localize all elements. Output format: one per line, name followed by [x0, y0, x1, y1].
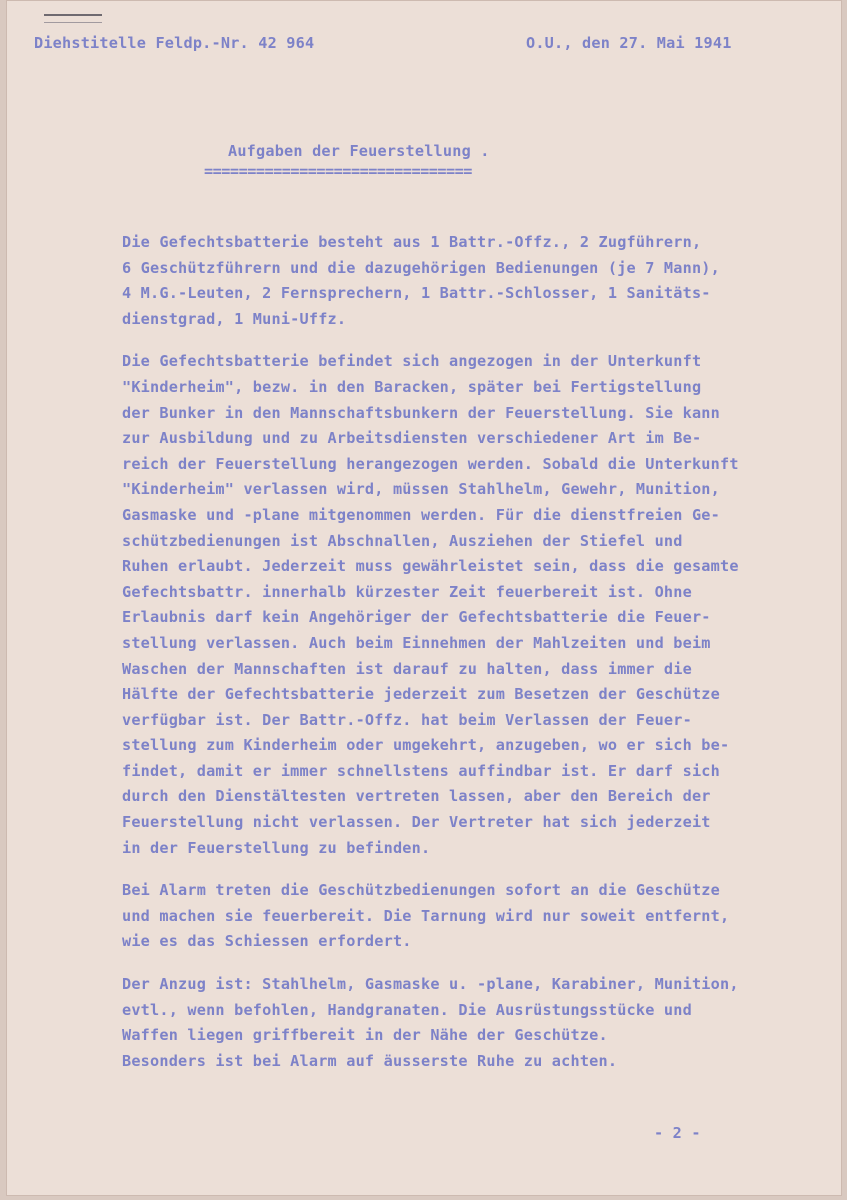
text-line: Ruhen erlaubt. Jederzeit muss gewährleistet sein, dass die gesamte [122, 557, 739, 576]
text-line: 4 M.G.-Leuten, 2 Fernsprechern, 1 Battr.-Schlosser, 1 Sanitäts- [122, 284, 711, 303]
paragraph [122, 878, 822, 955]
text-line: wie es das Schiessen erfordert. [122, 932, 412, 951]
place-date: O.U., den 27. Mai 1941 [526, 34, 732, 52]
text-line: und machen sie feuerbereit. Die Tarnung wird nur soweit entfernt, [122, 906, 730, 925]
text-line: durch den Dienstältesten vertreten lassen, aber den Bereich der [122, 787, 711, 806]
text-line: Erlaubnis darf kein Angehöriger der Gefechtsbatterie die Feuer- [122, 608, 711, 627]
paragraph [122, 972, 822, 1074]
paragraph [122, 230, 822, 332]
office-header: Diehstitelle Feldp.-Nr. 42 964 [34, 34, 315, 52]
text-line: zur Ausbildung und zu Arbeitsdiensten verschiedener Art im Be- [122, 429, 702, 448]
text-line: "Kinderheim", bezw. in den Baracken, später bei Fertigstellung [122, 377, 702, 396]
text-line: der Bunker in den Mannschaftsbunkern der Feuerstellung. Sie kann [122, 403, 720, 422]
paragraph [122, 349, 822, 861]
text-line: Bei Alarm treten die Geschützbedienungen sofort an die Geschütze [122, 881, 720, 900]
text-line: findet, damit er immer schnellstens auffindbar ist. Er darf sich [122, 761, 720, 780]
text-line: Waffen liegen griffbereit in der Nähe der Geschütze. [122, 1026, 608, 1045]
text-line: Der Anzug ist: Stahlhelm, Gasmaske u. -plane, Karabiner, Munition, [122, 975, 739, 994]
text-line: 6 Geschützführern und die dazugehörigen Bedienungen (je 7 Mann), [122, 258, 720, 277]
page-number: - 2 - [654, 1124, 701, 1142]
text-line: Besonders ist bei Alarm auf äusserste Ruhe zu achten. [122, 1051, 618, 1070]
text-line: Gasmaske und -plane mitgenommen werden. Für die dienstfreien Ge- [122, 505, 720, 524]
text-line: Gefechtsbattr. innerhalb kürzester Zeit feuerbereit ist. Ohne [122, 582, 692, 601]
text-line: Waschen der Mannschaften ist darauf zu halten, dass immer die [122, 659, 692, 678]
text-line: Feuerstellung nicht verlassen. Der Vertreter hat sich jederzeit [122, 813, 711, 832]
body-text [122, 230, 822, 1091]
text-line: verfügbar ist. Der Battr.-Offz. hat beim Verlassen der Feuer- [122, 710, 692, 729]
text-line: dienstgrad, 1 Muni-Uffz. [122, 309, 347, 328]
document-page [6, 0, 842, 1196]
text-line: stellung zum Kinderheim oder umgekehrt, anzugeben, wo er sich be- [122, 736, 730, 755]
text-line: schützbedienungen ist Abschnallen, Ausziehen der Stiefel und [122, 531, 683, 550]
text-line: in der Feuerstellung zu befinden. [122, 838, 431, 857]
text-line: "Kinderheim" verlassen wird, müssen Stahlhelm, Gewehr, Munition, [122, 480, 720, 499]
text-line: Hälfte der Gefechtsbatterie jederzeit zum Besetzen der Geschütze [122, 685, 720, 704]
text-line: Die Gefechtsbatterie besteht aus 1 Battr.-Offz., 2 Zugführern, [122, 233, 702, 251]
text-line: reich der Feuerstellung herangezogen werden. Sobald die Unterkunft [122, 454, 739, 473]
text-line: stellung verlassen. Auch beim Einnehmen der Mahlzeiten und beim [122, 633, 711, 652]
title-underline: =============================== [204, 162, 472, 180]
text-line: evtl., wenn befohlen, Handgranaten. Die Ausrüstungsstücke und [122, 1000, 692, 1019]
binder-mark [44, 14, 102, 23]
text-line: Die Gefechtsbatterie befindet sich angezogen in der Unterkunft [122, 352, 702, 371]
document-title: Aufgaben der Feuerstellung . [228, 142, 490, 160]
